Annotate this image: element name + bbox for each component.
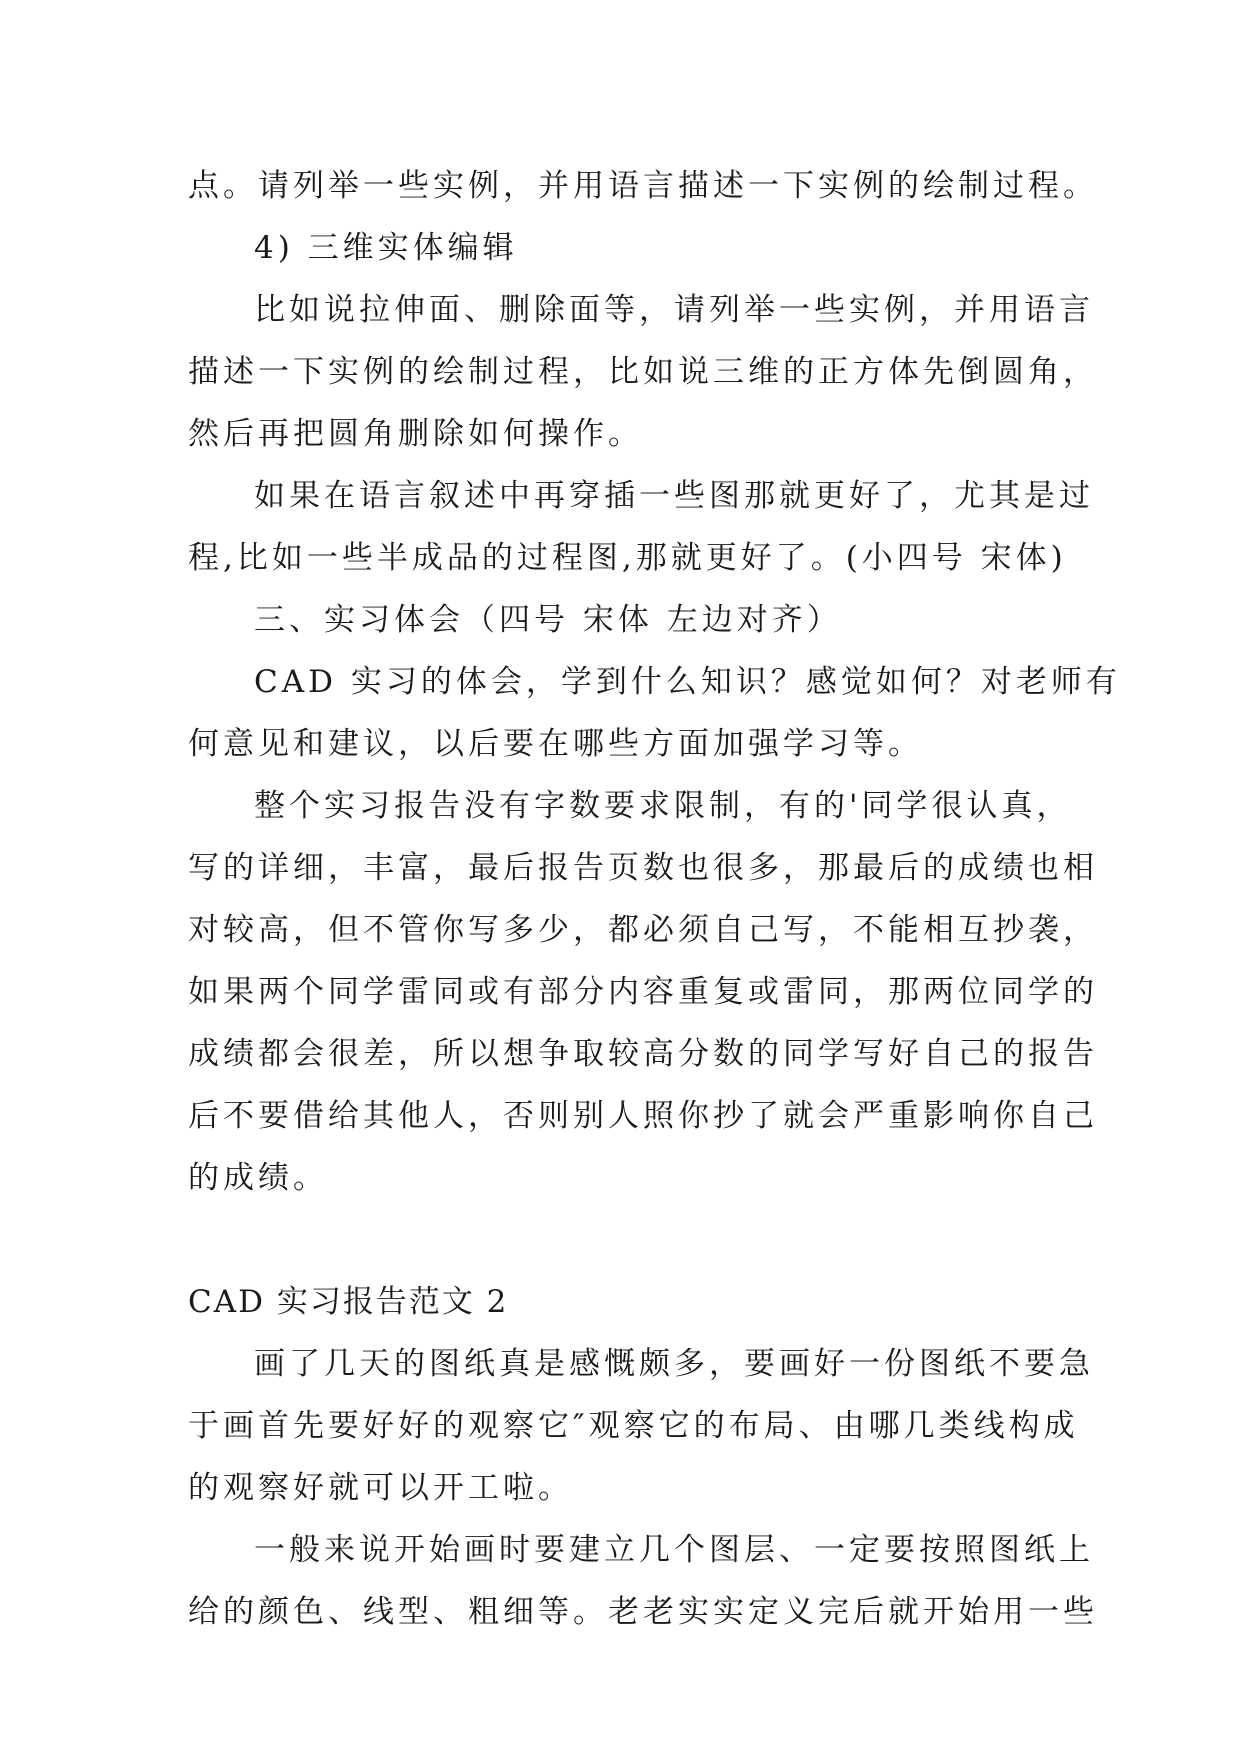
- body-text: [188, 155, 1121, 1643]
- article-title: CAD 实习报告范文 2: [188, 1284, 509, 1320]
- paragraph-line: 整个实习报告没有字数要求限制，有的'同学很认真，: [254, 788, 1072, 824]
- section-subheading: 4) 三维实体编辑: [254, 230, 518, 266]
- paragraph-line: 如果两个同学雷同或有部分内容重复或雷同，那两位同学的: [188, 974, 1098, 1010]
- paragraph-line: 程,比如一些半成品的过程图,那就更好了。(小四号 宋体): [188, 540, 1067, 576]
- paragraph-line: 的成绩。: [188, 1160, 328, 1196]
- paragraph-line: 何意见和建议，以后要在哪些方面加强学习等。: [188, 726, 923, 762]
- section-heading: 三、实习体会（四号 宋体 左边对齐）: [254, 602, 842, 638]
- paragraph-line: 对较高，但不管你写多少，都必须自己写，不能相互抄袭，: [188, 912, 1098, 948]
- paragraph-line: 写的详细，丰富，最后报告页数也很多，那最后的成绩也相: [188, 850, 1098, 886]
- paragraph-line: CAD 实习的体会，学到什么知识？感觉如何？对老师有: [254, 664, 1121, 700]
- paragraph-line: 画了几天的图纸真是感慨颇多，要画好一份图纸不要急: [254, 1346, 1094, 1382]
- blank-line: [188, 1209, 1068, 1271]
- paragraph-line: 比如说拉伸面、删除面等，请列举一些实例，并用语言: [254, 292, 1094, 328]
- paragraph-line: 的观察好就可以开工啦。: [188, 1470, 573, 1506]
- paragraph-line: 如果在语言叙述中再穿插一些图那就更好了，尤其是过: [254, 478, 1094, 514]
- paragraph-line: 描述一下实例的绘制过程，比如说三维的正方体先倒圆角，: [188, 354, 1098, 390]
- paragraph-line: 于画首先要好好的观察它″观察它的布局、由哪几类线构成: [188, 1408, 1079, 1444]
- paragraph-line: 后不要借给其他人，否则别人照你抄了就会严重影响你自己: [188, 1098, 1098, 1134]
- paragraph-line: 点。请列举一些实例，并用语言描述一下实例的绘制过程。: [188, 168, 1098, 204]
- paragraph-line: 给的颜色、线型、粗细等。老老实实定义完后就开始用一些: [188, 1594, 1098, 1630]
- paragraph-line: 然后再把圆角删除如何操作。: [188, 416, 643, 452]
- paragraph-line: 成绩都会很差，所以想争取较高分数的同学写好自己的报告: [188, 1036, 1098, 1072]
- paragraph-line: 一般来说开始画时要建立几个图层、一定要按照图纸上: [254, 1532, 1094, 1568]
